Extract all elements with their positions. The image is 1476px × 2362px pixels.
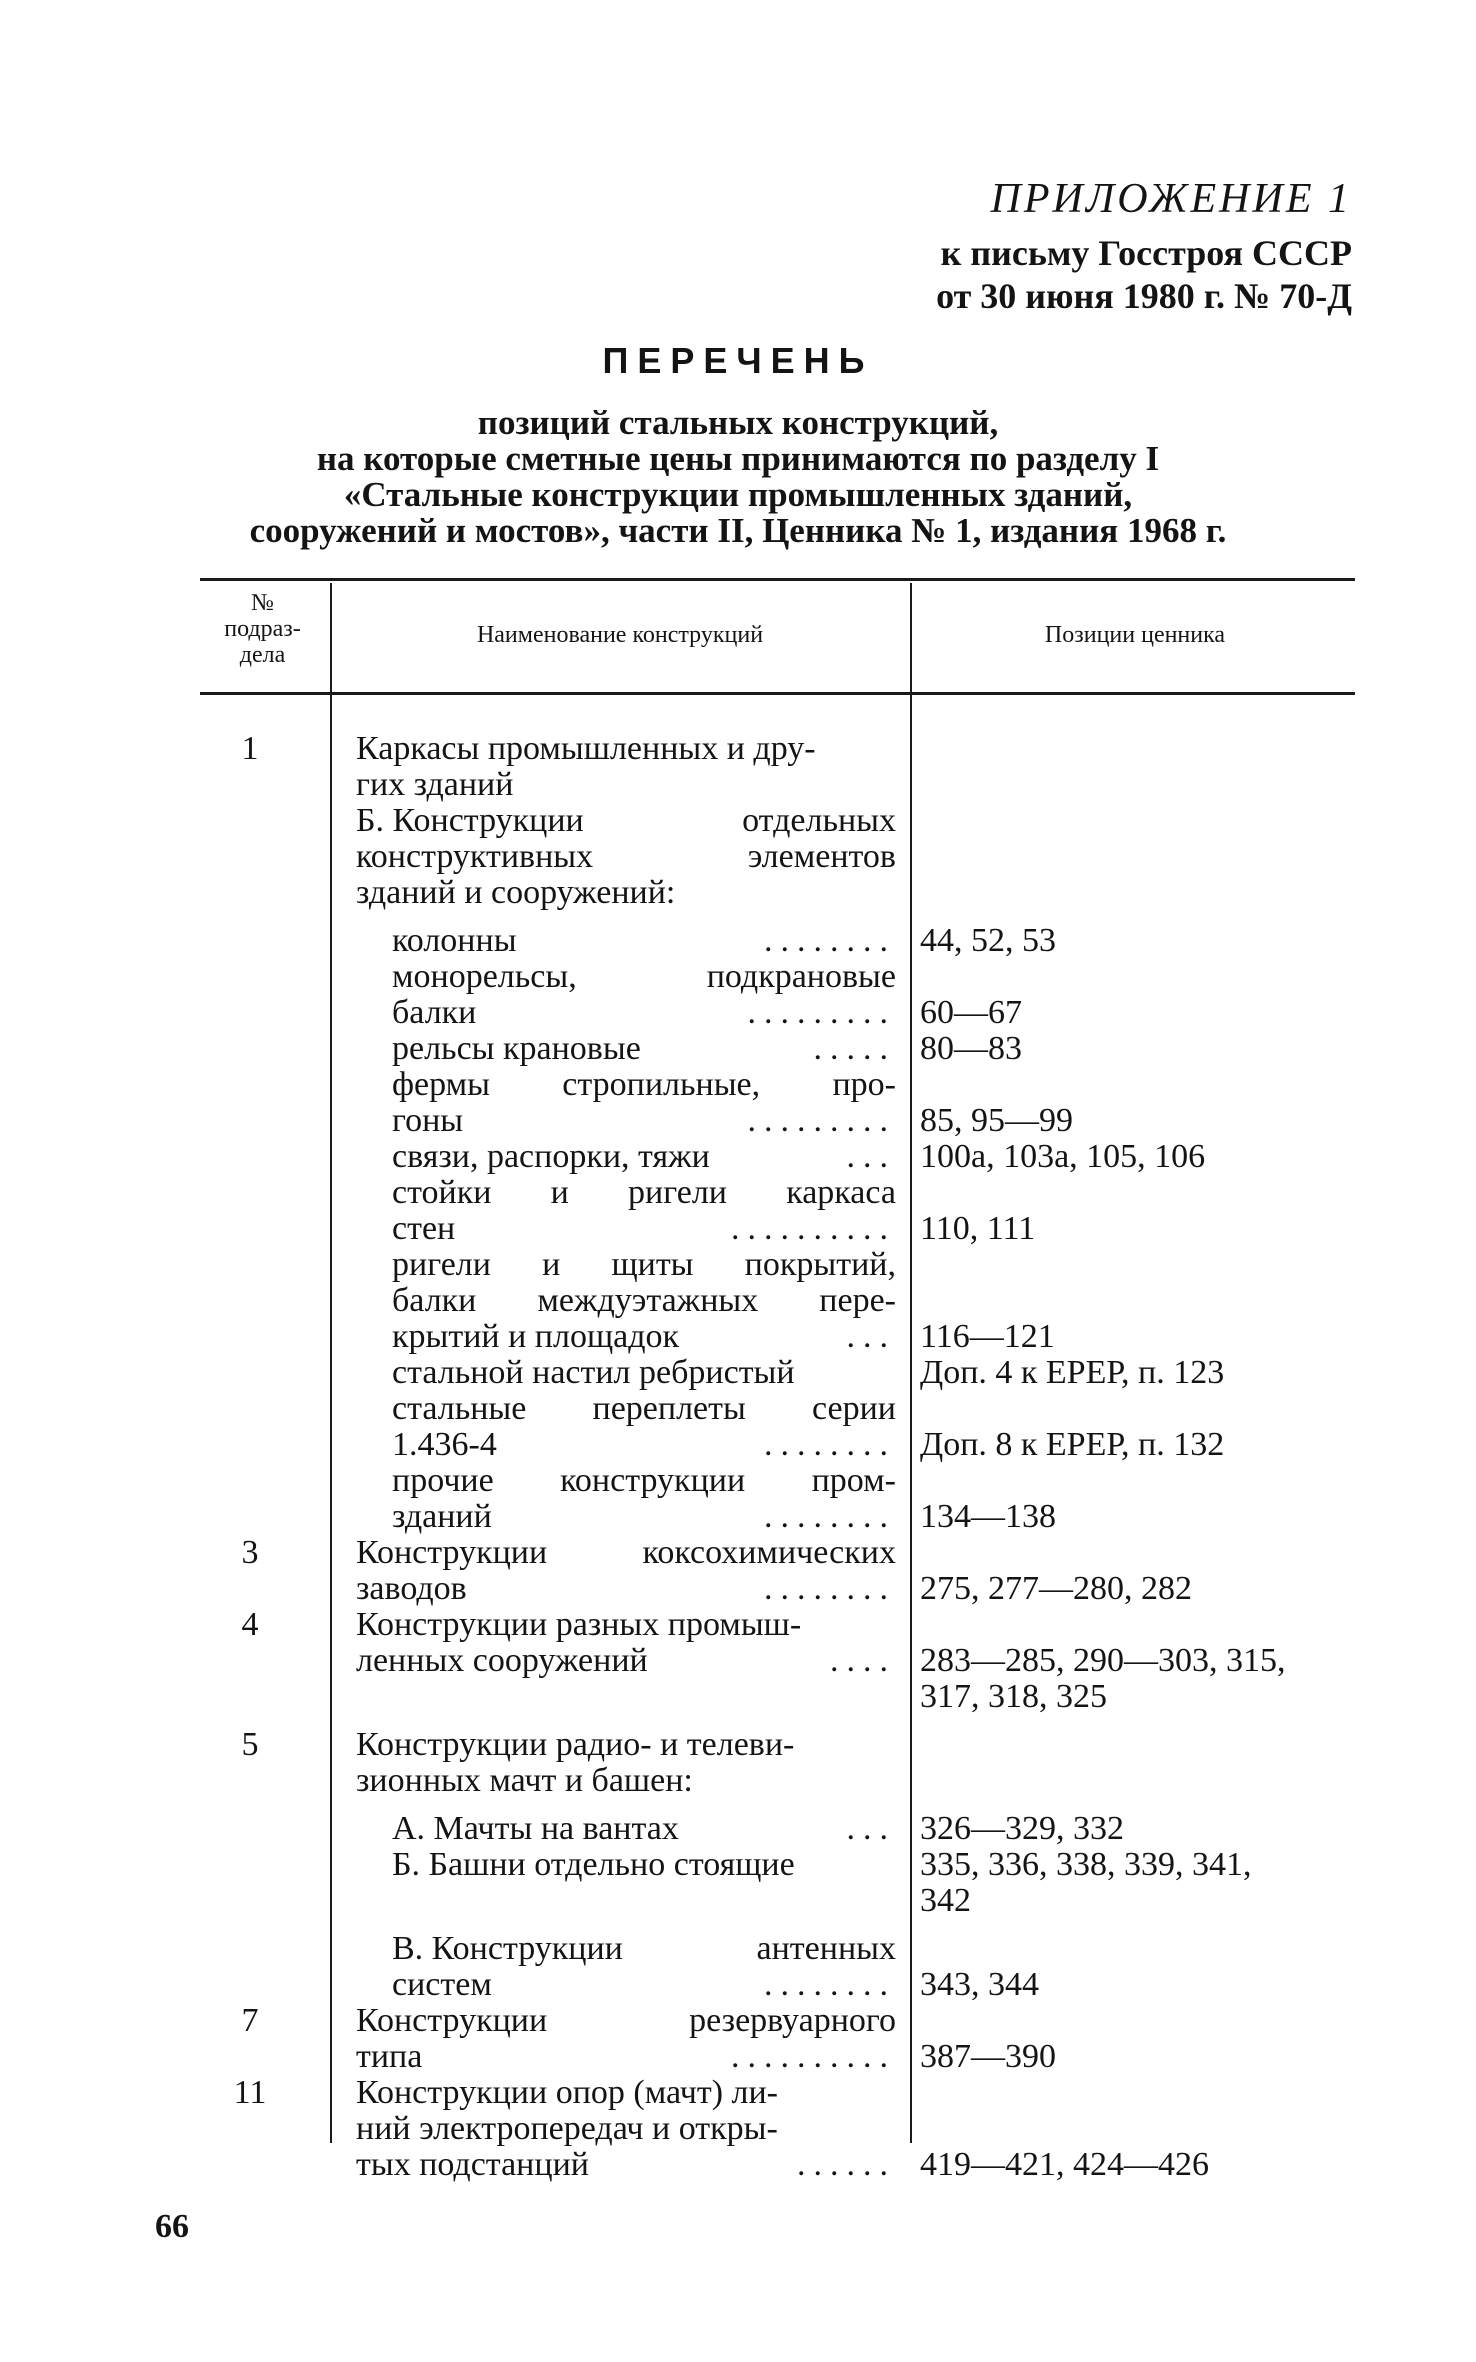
price-positions: 342 (920, 1882, 971, 1919)
col1-header-line-2: подраз- (224, 616, 301, 642)
price-positions: 44, 52, 53 (920, 922, 1056, 959)
word: ригели (628, 1174, 727, 1211)
word: Конструкции (356, 2002, 548, 2039)
price-positions: 85, 95—99 (920, 1102, 1073, 1139)
price-positions: Доп. 4 к ЕРЕР, п. 123 (920, 1354, 1225, 1391)
leader-dots: ... (846, 1810, 896, 1847)
price-positions: Доп. 8 к ЕРЕР, п. 132 (920, 1426, 1225, 1463)
word: антенных (756, 1930, 896, 1967)
construction-name: ний электропередач и откры- (356, 2110, 778, 2147)
construction-item (392, 994, 896, 1032)
subtitle-line-3: «Стальные конструкции промышленных зданий, (343, 475, 1133, 514)
word: конструктивных (356, 838, 594, 875)
price-positions: 275, 277—280, 282 (920, 1570, 1192, 1607)
price-positions: 317, 318, 325 (920, 1678, 1107, 1715)
construction-item (392, 1390, 896, 1428)
construction-name: Конструкции опор (мачт) ли- (356, 2074, 778, 2111)
construction-item (392, 922, 896, 960)
word: ригели (392, 1246, 491, 1283)
column-divider-1 (330, 583, 332, 2143)
leader-dots: .... (830, 1642, 896, 1679)
construction-item (392, 1966, 896, 2004)
item-name: тых подстанций (356, 2146, 589, 2183)
construction-name (356, 1570, 896, 1608)
word: резервуарного (689, 2002, 896, 2039)
section-number: 1 (241, 730, 259, 767)
item-name: связи, распорки, тяжи (392, 1138, 710, 1175)
section-number: 5 (241, 1726, 259, 1763)
section-number: 4 (241, 1606, 259, 1643)
item-name: систем (392, 1966, 492, 2003)
construction-item (392, 1426, 896, 1464)
leader-dots: ........ (764, 922, 896, 959)
item-name: рельсы крановые (392, 1030, 641, 1067)
letter-ref-line-2: от 30 июня 1980 г. № 70-Д (936, 276, 1352, 316)
item-name: 1.436-4 (392, 1426, 497, 1463)
construction-item (392, 1030, 896, 1068)
word: про- (832, 1066, 896, 1103)
leader-dots: ..... (813, 1030, 896, 1067)
word: стропильные, (562, 1066, 761, 1103)
item-name: типа (356, 2038, 423, 2075)
construction-item (392, 1174, 896, 1212)
document-title: ПЕРЕЧЕНЬ (602, 340, 874, 381)
word: элементов (747, 838, 896, 875)
column-header-section-number (200, 590, 325, 668)
construction-item (392, 1930, 896, 1968)
table-header-rule (200, 692, 1355, 695)
word: фермы (392, 1066, 490, 1103)
construction-item (392, 1102, 896, 1140)
item-name: балки (392, 994, 477, 1031)
word: покрытий, (744, 1246, 896, 1283)
price-positions: 419—421, 424—426 (920, 2146, 1209, 2183)
word: пере- (819, 1282, 896, 1319)
construction-name (356, 2038, 896, 2076)
subtitle-line-2: на которые сметные цены принимаются по разделу I (316, 439, 1160, 478)
word: щиты (611, 1246, 694, 1283)
word: и (542, 1246, 561, 1283)
item-name: колонны (392, 922, 517, 959)
construction-name: гих зданий (356, 766, 514, 803)
word: серии (811, 1390, 896, 1427)
construction-item (392, 1210, 896, 1248)
construction-item: Б. Башни отдельно стоящие (392, 1846, 795, 1883)
leader-dots: ......... (747, 1102, 896, 1139)
letter-ref-line-1: к письму Госстроя СССР (940, 233, 1352, 273)
price-positions: 326—329, 332 (920, 1810, 1124, 1847)
price-positions: 80—83 (920, 1030, 1022, 1067)
section-number: 7 (241, 2002, 259, 2039)
construction-name (356, 802, 896, 840)
letter-reference (800, 232, 1352, 318)
word: отдельных (742, 802, 896, 839)
word: каркаса (786, 1174, 896, 1211)
col1-header-line-1: № (251, 590, 274, 616)
word: стойки (392, 1174, 492, 1211)
item-name: зданий (392, 1498, 492, 1535)
construction-name: Каркасы промышленных и дру- (356, 730, 816, 767)
word: междуэтажных (537, 1282, 759, 1319)
item-name: гоны (392, 1102, 464, 1139)
construction-item (392, 1246, 896, 1284)
subtitle-line-4: сооружений и мостов», части II, Ценника № 1, издания 1968 г. (249, 511, 1227, 550)
construction-name (356, 1534, 896, 1572)
col1-header-line-3: дела (239, 642, 286, 668)
word: переплеты (592, 1390, 746, 1427)
column-divider-2 (910, 583, 912, 2143)
construction-name: зданий и сооружений: (356, 874, 676, 911)
construction-item (392, 1810, 896, 1848)
page-number: 66 (155, 2208, 189, 2245)
price-positions: 134—138 (920, 1498, 1056, 1535)
construction-name (356, 838, 896, 876)
construction-item (392, 1066, 896, 1104)
appendix-title: ПРИЛОЖЕНИЕ 1 (990, 176, 1352, 222)
word: балки (392, 1282, 477, 1319)
word: прочие (392, 1462, 494, 1499)
construction-name (356, 2146, 896, 2184)
word: конструкции (560, 1462, 746, 1499)
price-positions: 283—285, 290—303, 315, (920, 1642, 1286, 1679)
word: стальные (392, 1390, 527, 1427)
price-positions: 343, 344 (920, 1966, 1039, 2003)
construction-item (392, 1282, 896, 1320)
item-name: заводов (356, 1570, 467, 1607)
word: Конструкции (356, 1534, 548, 1571)
leader-dots: .......... (731, 1210, 896, 1247)
word: монорельсы, (392, 958, 577, 995)
construction-item (392, 958, 896, 996)
word: коксохимических (642, 1534, 896, 1571)
construction-name: Конструкции разных промыш- (356, 1606, 802, 1643)
leader-dots: ........ (764, 1426, 896, 1463)
item-name: крытий и площадок (392, 1318, 680, 1355)
price-positions: 116—121 (920, 1318, 1055, 1355)
word: пром- (811, 1462, 896, 1499)
construction-item (392, 1138, 896, 1176)
column-header-construction-name: Наименование конструкций (476, 622, 764, 648)
price-positions: 387—390 (920, 2038, 1056, 2075)
word: В. Конструкции (392, 1930, 623, 1967)
leader-dots: ... (846, 1318, 896, 1355)
construction-item (392, 1462, 896, 1500)
leader-dots: ........ (764, 1570, 896, 1607)
construction-item (392, 1318, 896, 1356)
leader-dots: .......... (731, 2038, 896, 2075)
leader-dots: ......... (747, 994, 896, 1031)
price-positions: 335, 336, 338, 339, 341, (920, 1846, 1252, 1883)
construction-item: стальной настил ребристый (392, 1354, 795, 1391)
leader-dots: ... (846, 1138, 896, 1175)
table-top-rule (200, 578, 1355, 581)
item-name: стен (392, 1210, 456, 1247)
leader-dots: ...... (797, 2146, 896, 2183)
column-header-price-positions: Позиции ценника (1044, 622, 1226, 648)
construction-item (392, 1498, 896, 1536)
document-subtitle (0, 405, 1476, 549)
word: и (550, 1174, 569, 1211)
section-number: 3 (241, 1534, 259, 1571)
subtitle-line-1: позиций стальных конструкций, (477, 403, 999, 442)
construction-name (356, 1642, 896, 1680)
leader-dots: ........ (764, 1966, 896, 2003)
price-positions: 60—67 (920, 994, 1022, 1031)
price-positions: 110, 111 (920, 1210, 1036, 1247)
word: Б. Конструкции (356, 802, 584, 839)
construction-name: зионных мачт и башен: (356, 1762, 693, 1799)
item-name: А. Мачты на вантах (392, 1810, 679, 1847)
word: подкрановые (706, 958, 896, 995)
leader-dots: ........ (764, 1498, 896, 1535)
item-name: ленных сооружений (356, 1642, 648, 1679)
construction-name (356, 2002, 896, 2040)
section-number: 11 (233, 2074, 267, 2111)
construction-name: Конструкции радио- и телеви- (356, 1726, 795, 1763)
price-positions: 100а, 103а, 105, 106 (920, 1138, 1206, 1175)
